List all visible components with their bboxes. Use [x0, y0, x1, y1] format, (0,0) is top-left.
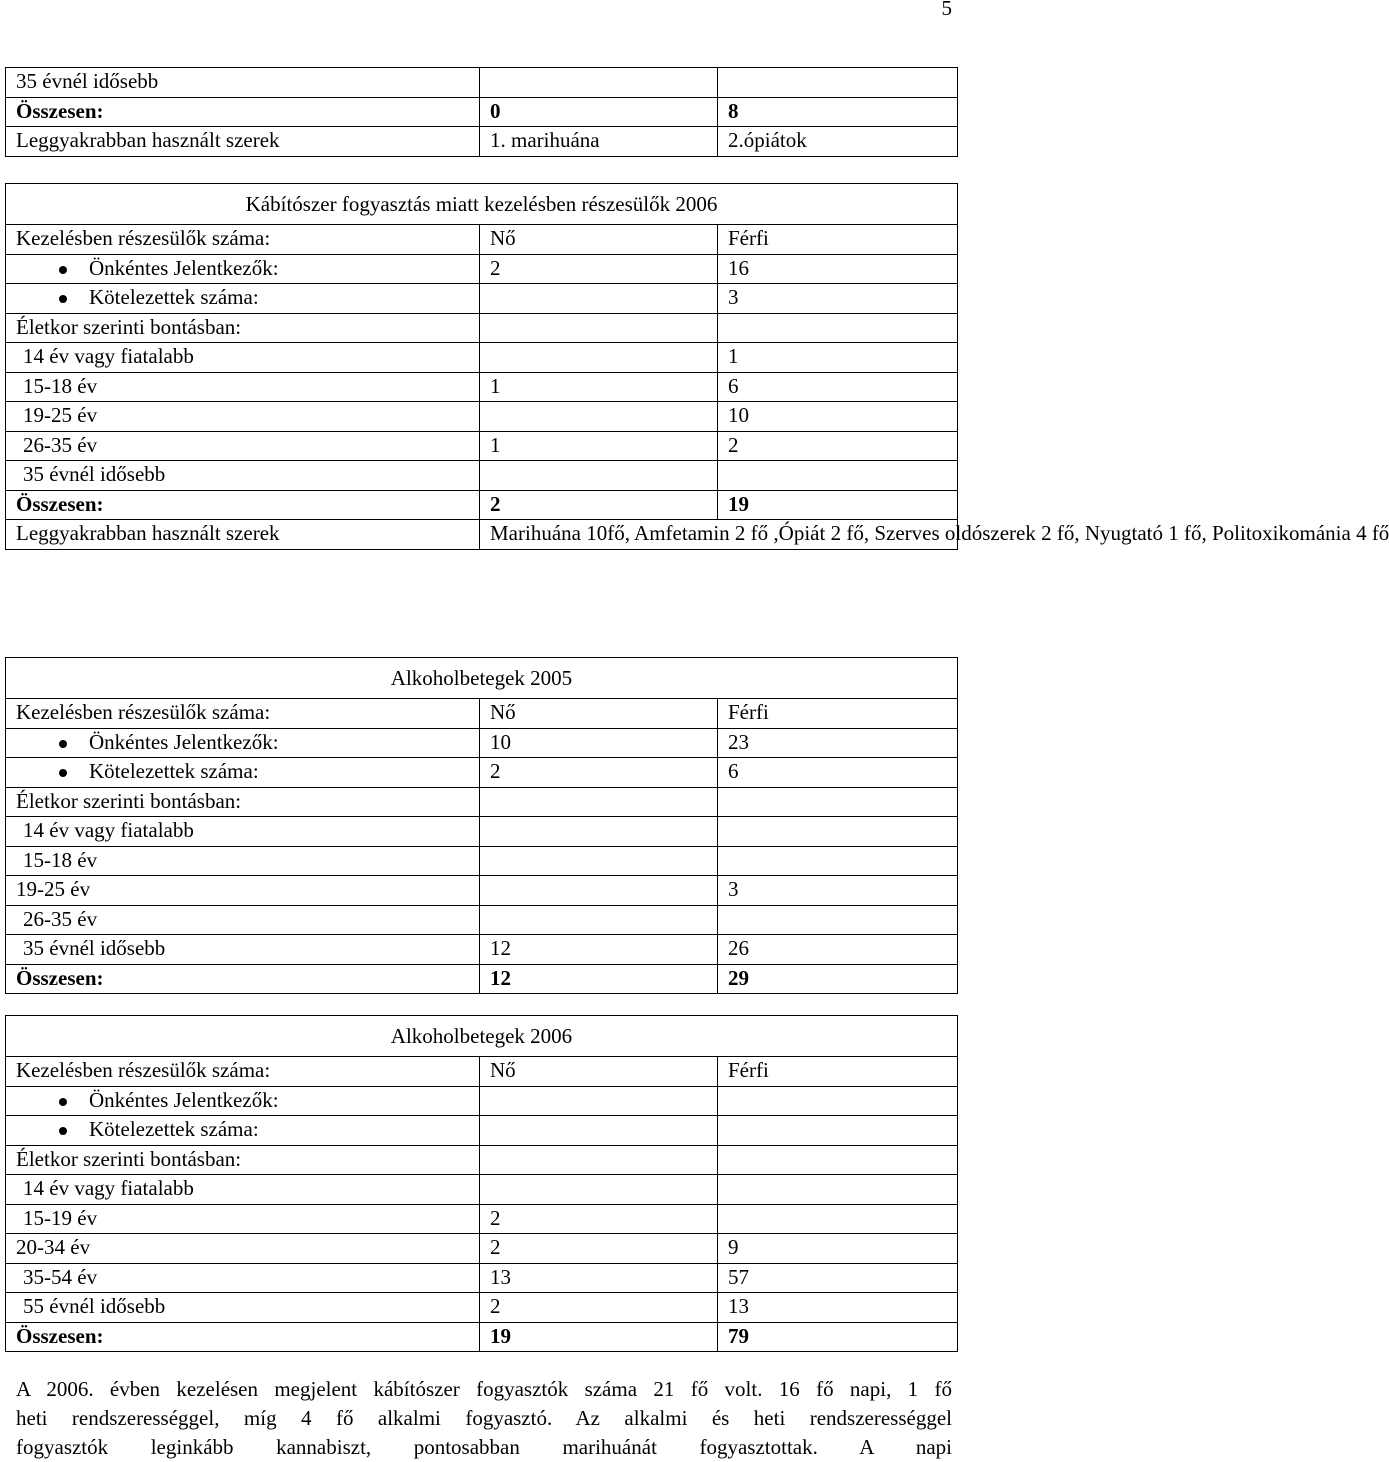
male-value: 57 [718, 1263, 958, 1293]
row-label: Összesen: [6, 97, 480, 127]
table-title-row [6, 658, 958, 699]
page-number: 5 [941, 0, 952, 20]
table-row [6, 402, 958, 432]
table-row [6, 817, 958, 847]
substances-value: Marihuána 10fő, Amfetamin 2 fő ,Ópiát 2 fő, Szerves oldószerek 2 fő, Nyugtató 1 fő, Politoxikománia 4 fő [480, 520, 958, 550]
table-row [6, 284, 958, 314]
row-label [6, 254, 480, 284]
bullet-icon [59, 769, 67, 777]
male-value: 19 [718, 490, 958, 520]
male-value [718, 1204, 958, 1234]
table-row [6, 846, 958, 876]
male-value [718, 1116, 958, 1146]
table-header-row [6, 225, 958, 255]
table-row [6, 1263, 958, 1293]
table-row [6, 97, 958, 127]
male-value: 1 [718, 343, 958, 373]
female-value: 12 [480, 935, 718, 965]
row-label: 35 évnél idősebb [6, 461, 480, 491]
male-value: 23 [718, 728, 958, 758]
row-label: Életkor szerinti bontásban: [6, 1145, 480, 1175]
table-title: Kábítószer fogyasztás miatt kezelésben részesülők 2006 [6, 184, 958, 225]
bullet-icon [59, 266, 67, 274]
table-row [6, 490, 958, 520]
female-value [480, 1116, 718, 1146]
male-value: 2 [718, 431, 958, 461]
male-value [718, 1086, 958, 1116]
table-row [6, 964, 958, 994]
table-title-row [6, 1016, 958, 1057]
male-value: 10 [718, 402, 958, 432]
female-value: 2 [480, 1234, 718, 1264]
table-row [6, 313, 958, 343]
male-value [718, 1175, 958, 1205]
row-label: 14 év vagy fiatalabb [6, 817, 480, 847]
table-title-row [6, 184, 958, 225]
male-value: 16 [718, 254, 958, 284]
male-value [718, 68, 958, 98]
female-value: 2 [480, 758, 718, 788]
table-row [6, 905, 958, 935]
paragraph-line: fogyasztók leginkább kannabiszt, pontosabban marihuánát fogyasztottak. A napi [16, 1435, 952, 1459]
header-label: Kezelésben részesülők száma: [6, 1057, 480, 1087]
female-value [480, 817, 718, 847]
male-value [718, 313, 958, 343]
female-value [480, 905, 718, 935]
female-value [480, 68, 718, 98]
substances-row [6, 520, 958, 550]
header-label: Kezelésben részesülők száma: [6, 699, 480, 729]
female-value: 10 [480, 728, 718, 758]
bullet-icon [59, 295, 67, 303]
row-label: Összesen: [6, 1322, 480, 1352]
male-value: 2.ópiátok [718, 127, 958, 157]
table-drug-treatment-2006 [5, 183, 1389, 550]
row-label: 19-25 év [6, 876, 480, 906]
female-value [480, 343, 718, 373]
male-value: 6 [718, 758, 958, 788]
row-label-text: Önkéntes Jelentkezők: [89, 729, 279, 754]
row-label: 19-25 év [6, 402, 480, 432]
bullet-icon [59, 740, 67, 748]
row-label: 26-35 év [6, 905, 480, 935]
female-value: 2 [480, 1293, 718, 1323]
row-label [6, 728, 480, 758]
table-row [6, 1145, 958, 1175]
row-label-text: Önkéntes Jelentkezők: [89, 1087, 279, 1112]
paragraph-line: A 2006. évben kezelésen megjelent kábítószer fogyasztók száma 21 fő volt. 16 fő napi, 1 fő [16, 1377, 952, 1401]
row-label: 20-34 év [6, 1234, 480, 1264]
bullet-icon [59, 1098, 67, 1106]
table-row [6, 372, 958, 402]
bullet-icon [59, 1127, 67, 1135]
female-value: 13 [480, 1263, 718, 1293]
male-value: 3 [718, 876, 958, 906]
table-continued-top [5, 67, 958, 157]
row-label: 35 évnél idősebb [6, 68, 480, 98]
table-row [6, 343, 958, 373]
body-paragraph [16, 1375, 952, 1462]
row-label-text: Önkéntes Jelentkezők: [89, 255, 279, 280]
female-value [480, 846, 718, 876]
table-title: Alkoholbetegek 2005 [6, 658, 958, 699]
row-label: Összesen: [6, 964, 480, 994]
table-row [6, 1234, 958, 1264]
header-female: Nő [480, 1057, 718, 1087]
table-row [6, 728, 958, 758]
row-label [6, 758, 480, 788]
row-label-text: Kötelezettek száma: [89, 1117, 259, 1141]
female-value [480, 1145, 718, 1175]
row-label-text: Kötelezettek száma: [89, 285, 259, 309]
female-value [480, 1086, 718, 1116]
female-value [480, 313, 718, 343]
table-header-row [6, 699, 958, 729]
row-label: Életkor szerinti bontásban: [6, 313, 480, 343]
male-value: 6 [718, 372, 958, 402]
row-label: 35 évnél idősebb [6, 935, 480, 965]
row-label [6, 284, 480, 314]
female-value: 12 [480, 964, 718, 994]
row-label: 35-54 év [6, 1263, 480, 1293]
male-value: 13 [718, 1293, 958, 1323]
row-label: 55 évnél idősebb [6, 1293, 480, 1323]
female-value [480, 284, 718, 314]
male-value [718, 1145, 958, 1175]
header-label: Kezelésben részesülők száma: [6, 225, 480, 255]
table-alcohol-2006 [5, 1015, 958, 1352]
female-value: 19 [480, 1322, 718, 1352]
male-value: 29 [718, 964, 958, 994]
table-row [6, 1086, 958, 1116]
male-value: 79 [718, 1322, 958, 1352]
table-row [6, 254, 958, 284]
female-value [480, 787, 718, 817]
row-label-text: Kötelezettek száma: [89, 759, 259, 783]
paragraph-line: heti rendszerességgel, míg 4 fő alkalmi fogyasztó. Az alkalmi és heti rendszerességgel [16, 1406, 952, 1430]
female-value: 1. marihuána [480, 127, 718, 157]
header-male: Férfi [718, 699, 958, 729]
male-value [718, 846, 958, 876]
female-value: 2 [480, 1204, 718, 1234]
row-label [6, 1086, 480, 1116]
female-value: 1 [480, 431, 718, 461]
table-row [6, 1175, 958, 1205]
row-label [6, 1116, 480, 1146]
table-row [6, 431, 958, 461]
table-row [6, 787, 958, 817]
row-label: 14 év vagy fiatalabb [6, 1175, 480, 1205]
male-value [718, 787, 958, 817]
female-value [480, 402, 718, 432]
row-label: Összesen: [6, 490, 480, 520]
table-row [6, 1293, 958, 1323]
table-row [6, 1116, 958, 1146]
row-label: 15-18 év [6, 846, 480, 876]
table-row [6, 68, 958, 98]
row-label: Életkor szerinti bontásban: [6, 787, 480, 817]
male-value: 9 [718, 1234, 958, 1264]
female-value: 0 [480, 97, 718, 127]
table-row [6, 758, 958, 788]
table-row [6, 1322, 958, 1352]
male-value: 26 [718, 935, 958, 965]
row-label: Leggyakrabban használt szerek [6, 127, 480, 157]
header-male: Férfi [718, 1057, 958, 1087]
row-label: 14 év vagy fiatalabb [6, 343, 480, 373]
substances-label: Leggyakrabban használt szerek [6, 520, 480, 550]
female-value [480, 461, 718, 491]
male-value [718, 817, 958, 847]
row-label: 26-35 év [6, 431, 480, 461]
female-value: 2 [480, 490, 718, 520]
table-row [6, 1204, 958, 1234]
female-value: 2 [480, 254, 718, 284]
male-value [718, 461, 958, 491]
male-value: 8 [718, 97, 958, 127]
male-value [718, 905, 958, 935]
row-label: 15-19 év [6, 1204, 480, 1234]
table-row [6, 935, 958, 965]
table-row [6, 876, 958, 906]
header-female: Nő [480, 699, 718, 729]
male-value: 3 [718, 284, 958, 314]
table-title: Alkoholbetegek 2006 [6, 1016, 958, 1057]
header-female: Nő [480, 225, 718, 255]
table-row [6, 127, 958, 157]
table-header-row [6, 1057, 958, 1087]
female-value [480, 876, 718, 906]
female-value [480, 1175, 718, 1205]
table-row [6, 461, 958, 491]
table-alcohol-2005 [5, 657, 958, 994]
header-male: Férfi [718, 225, 958, 255]
row-label: 15-18 év [6, 372, 480, 402]
female-value: 1 [480, 372, 718, 402]
